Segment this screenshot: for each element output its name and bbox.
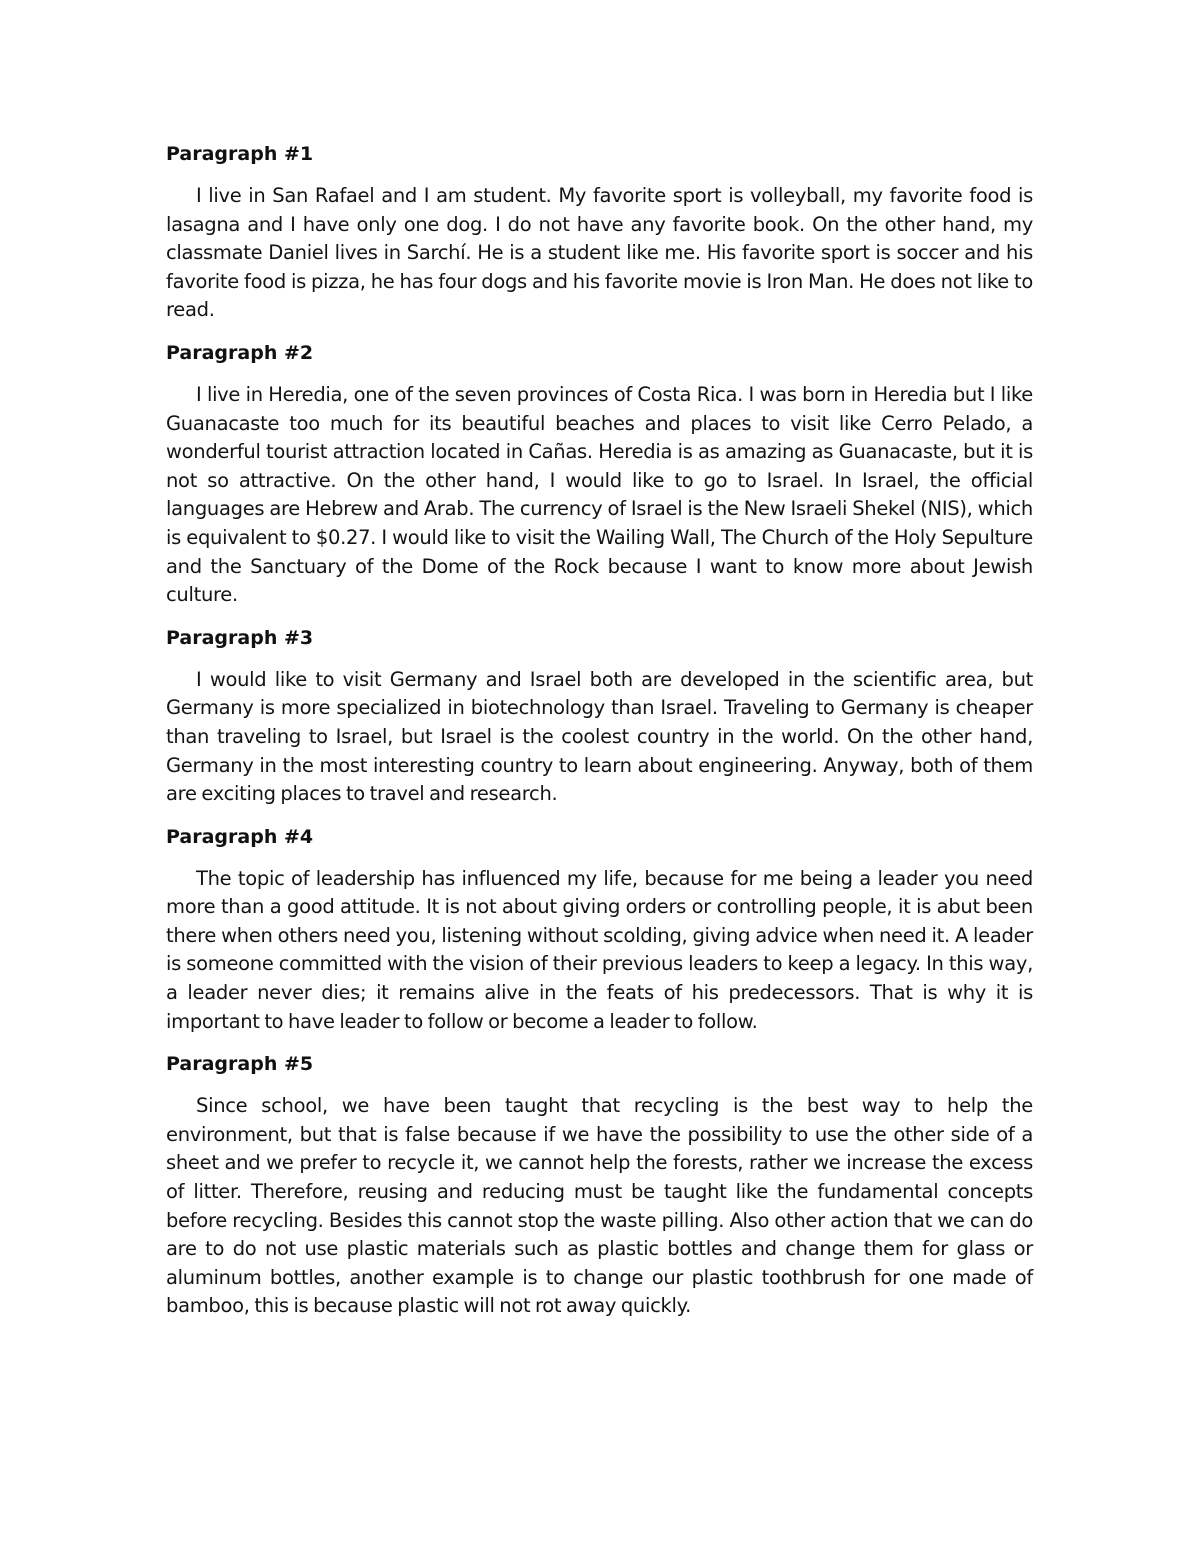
paragraph-heading: Paragraph #5 xyxy=(166,1053,314,1076)
document-page xyxy=(166,140,1033,1335)
paragraph-heading: Paragraph #2 xyxy=(166,341,314,364)
paragraph-section-2 xyxy=(166,339,1033,610)
paragraph-text: I live in San Rafael and I am student. My favorite sport is volleyball, my favorite food is lasagna and I have only one dog. I do not have any favorite book. On the other hand, my classmate Daniel lives in Sarchí. He is a student like me. His favorite sport is soccer and his favorite food is pizza, he has four dogs and his favorite movie is Iron Man. He does not like to read. xyxy=(166,184,1033,322)
paragraph-text: I would like to visit Germany and Israel both are developed in the scientific area, but Germany is more specialized in biotechnology than Israel. Traveling to Germany is cheaper than traveling to Israel, but Israel is the coolest country in the world. On the other hand, Germany in the most interesting country to learn about engineering. Anyway, both of them are exciting places to travel and research. xyxy=(166,667,1033,806)
paragraph-heading: Paragraph #1 xyxy=(166,143,314,165)
paragraph-section-5 xyxy=(166,1050,1033,1321)
paragraph-heading: Paragraph #3 xyxy=(166,626,314,649)
paragraph-text: I live in Heredia, one of the seven provinces of Costa Rica. I was born in Heredia but I like Guanacaste too much for its beautiful beaches and places to visit like Cerro Pelado, a wonderful tourist attraction located in Cañas. Heredia is as amazing as Guanacaste, but it is not so attractive. On the other hand, I would like to go to Israel. In Israel, the official languages are Hebrew and Arab. The currency of Israel is the New Israeli Shekel (NIS), which is equivalent to $0.27. I would like to visit the Wailing Wall, The Church of the Holy Sepulture and the Sanctuary of the Dome of the Rock because I want to know more about Jewish culture. xyxy=(166,382,1033,607)
paragraph-section-4 xyxy=(166,823,1033,1037)
paragraph-heading: Paragraph #4 xyxy=(166,825,314,848)
paragraph-section-1 xyxy=(166,140,1033,325)
paragraph-text: The topic of leadership has influenced my life, because for me being a leader you need more than a good attitude. It is not about giving orders or controlling people, it is abut been there when others need you, listening without scolding, giving advice when need it. A leader is someone committed with the vision of their previous leaders to keep a legacy. In this way, a leader never dies; it remains alive in the feats of his predecessors. That is why it is important to have leader to follow or become a leader to follow. xyxy=(166,866,1033,1033)
paragraph-text: Since school, we have been taught that recycling is the best way to help the environment, but that is false because if we have the possibility to use the other side of a sheet and we prefer to recycle it, we cannot help the forests, rather we increase the excess of litter. Therefore, reusing and reducing must be taught like the fundamental concepts before recycling. Besides this cannot stop the waste pilling. Also other action that we can do are to do not use plastic materials such as plastic bottles and change them for glass or aluminum bottles, another example is to change our plastic toothbrush for one made of bamboo, this is because plastic will not rot away quickly. xyxy=(166,1094,1033,1318)
paragraph-section-3 xyxy=(166,624,1033,809)
